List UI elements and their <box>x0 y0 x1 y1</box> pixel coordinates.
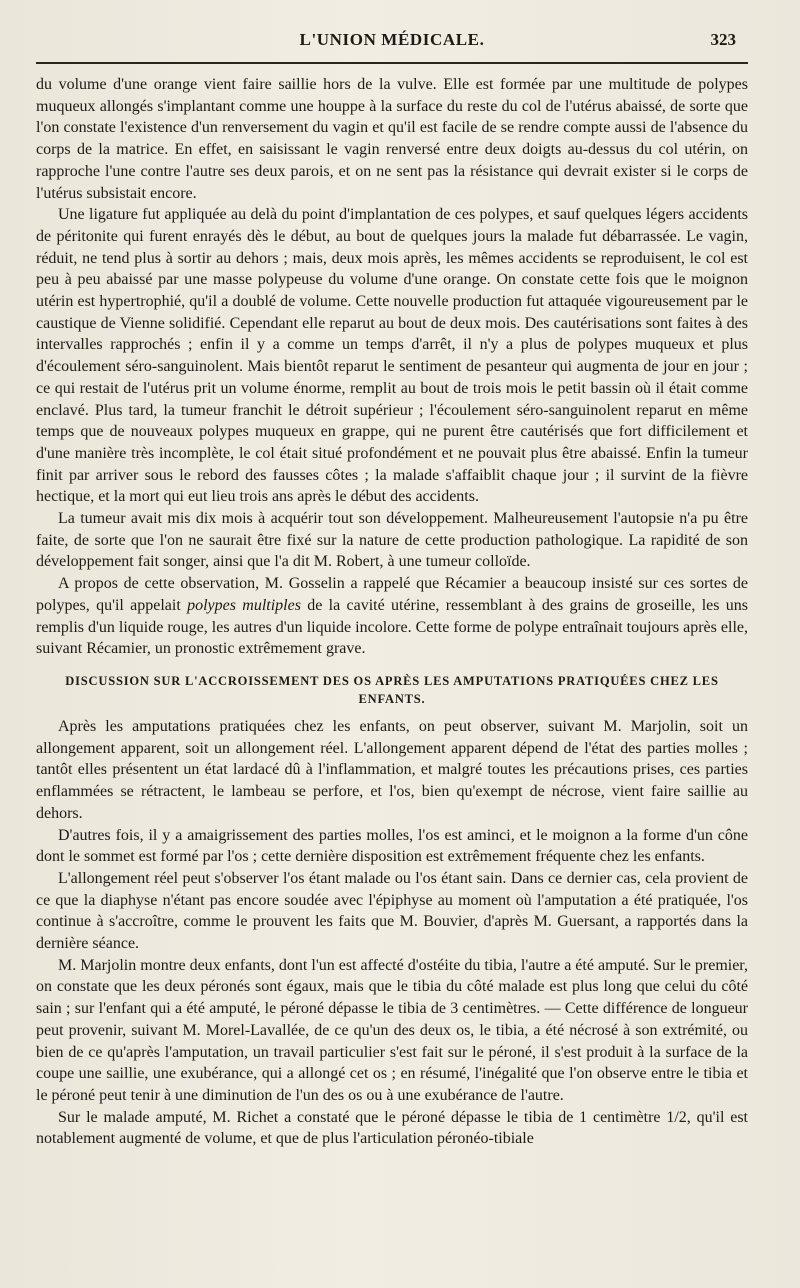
paragraph: Sur le malade amputé, M. Richet a constaté que le péroné dépasse le tibia de 1 centimètre 1/2, qu'il est notablement augmenté de volume, et que de plus l'articulation péronéo-tibiale <box>36 1108 748 1148</box>
section-title: DISCUSSION SUR L'ACCROISSEMENT DES OS APRÈS LES AMPUTATIONS PRATIQUÉES CHEZ LES ENFANTS. <box>65 673 719 706</box>
paragraph-text: de la cavité utérine, ressemblant à des grains de groseille, les uns remplis d'un liquide rouge, les autres d'un liquide incolore. Cette forme de polype entraînait toujours après elle, suivant Récamier, un pronostic extrêmement grave. <box>36 596 748 658</box>
paragraph: L'allongement réel peut s'observer l'os étant malade ou l'os étant sain. Dans ce dernier cas, cela provient de ce que la diaphyse n'étant pas encore soudée avec l'épiphyse au moment où l'amputation a été pratiquée, l'os continue à s'accroître, comme le prouvent les faits que M. Bouvier, d'après M. Guersant, a rapportés dans la dernière séance. <box>36 869 748 953</box>
paragraph: Après les amputations pratiquées chez les enfants, on peut observer, suivant M. Marjolin, soit un allongement apparent, soit un allongement réel. L'allongement apparent dépend de l'état des parties molles ; tantôt elles présentent un état lardacé dû à l'inflammation, et malgré toutes les précautions prises, ces parties enflammées se rétractent, le lambeau se perfore, et l'os, bien qu'exempt de nécrose, vient faire saillie au dehors. <box>36 717 748 822</box>
paragraph: du volume d'une orange vient faire saillie hors de la vulve. Elle est formée par une multitude de polypes muqueux allongés s'implantant comme une houppe à la surface du reste du col de l'utérus abaissé, de sorte que l'on constate l'existence d'un renversement du vagin et qu'il est facile de se rendre compte aussi de l'absence du corps de la matrice. En effet, en saisissant le vagin renversé entre deux doigts au-dessus du col utérin, on rapproche l'une contre l'autre ses deux parois, et on ne sent pas la résistance qui devrait exister si le corps de l'utérus subsistait encore. <box>36 76 748 202</box>
paragraph: La tumeur avait mis dix mois à acquérir tout son développement. Malheureusement l'autopsie n'a pu être faite, de sorte que l'on ne saurait être fixé sur la nature de cette production pathologique. La rapidité de son développement fait songer, ainsi que l'a dit M. Robert, à une tumeur colloïde. <box>36 510 748 571</box>
paragraph: D'autres fois, il y a amaigrissement des parties molles, l'os est aminci, et le moignon a la forme d'un cône dont le sommet est formé par l'os ; cette dernière disposition est extrêmement fréquente chez les enfants. <box>36 826 748 866</box>
paragraph <box>36 573 748 660</box>
paragraph: M. Marjolin montre deux enfants, dont l'un est affecté d'ostéite du tibia, l'autre a été amputé. Sur le premier, on constate que les deux péronés sont égaux, mais que le tibia du côté malade est plus long que celui du côté sain ; sur l'enfant qui a été amputé, le péroné dépasse le tibia de 3 centimètres. — Cette différence de longueur peut provenir, suivant M. Morel-Lavallée, de ce qu'un des deux os, le tibia, a été nécrosé à son extrémité, ou bien de ce qu'après l'amputation, un travail particulier s'est fait sur le péroné, il s'est produit à la surface de la coupe une saillie, une exubérance, qui a allongé cet os ; en résumé, l'inégalité que l'on observe entre le tibia et le péroné peut tenir à une diminution de l'un des os ou à une exubérance de l'autre. <box>36 956 748 1104</box>
italic-term: polypes multiples <box>187 596 301 614</box>
header-rule <box>36 62 748 64</box>
body-text <box>36 58 748 1150</box>
paragraph-text: A propos de cette observation, M. Gosselin a rappelé que Récamier a beaucoup insisté sur ces sortes de polypes, qu'il appelait <box>36 575 748 614</box>
running-head: L'UNION MÉDICALE. <box>299 30 485 49</box>
page-number: 323 <box>710 30 736 49</box>
page-header <box>36 0 748 58</box>
paragraph: Une ligature fut appliquée au delà du point d'implantation de ces polypes, et sauf quelques légers accidents de péritonite qui furent enrayés dès le début, au bout de quelques jours la malade fut débarrassée. Le vagin, réduit, ne tend plus à sortir au dehors ; mais, deux mois après, les mêmes accidents se reproduisent, le col est peu à peu abaissé par une masse polypeuse du volume d'une orange. On constate cette fois que le moignon utérin est hypertrophié, qu'il a doublé de volume. Cette nouvelle production fut attaquée vigoureusement par le caustique de Vienne solidifié. Cependant elle reparut au bout de deux mois. Des cautérisations sont faites à des intervalles rapprochés ; enfin il y a comme un temps d'arrêt, il n'y a plus de polypes muqueux et plus d'écoulement séro-sanguinolent. Mais bientôt reparut le sentiment de pesanteur qui augmenta de jour en jour ; ce qui restait de l'utérus prit un volume énorme, remplit au bout de trois mois le petit bassin où il était comme enclavé. Plus tard, la tumeur franchit le détroit supérieur ; l'écoulement séro-sanguinolent reparut en même temps que de nouveaux polypes muqueux en grappe, qui ne purent être cautérisés que fort difficilement et d'une manière très incomplète, le col était situé profondément et ne pouvait plus être abaissé. Enfin la tumeur finit par arriver sous le rebord des fausses côtes ; la malade s'affaiblit chaque jour ; il survint de la fièvre hectique, et la mort qui eut lieu trois ans après le début des accidents. <box>36 206 748 506</box>
